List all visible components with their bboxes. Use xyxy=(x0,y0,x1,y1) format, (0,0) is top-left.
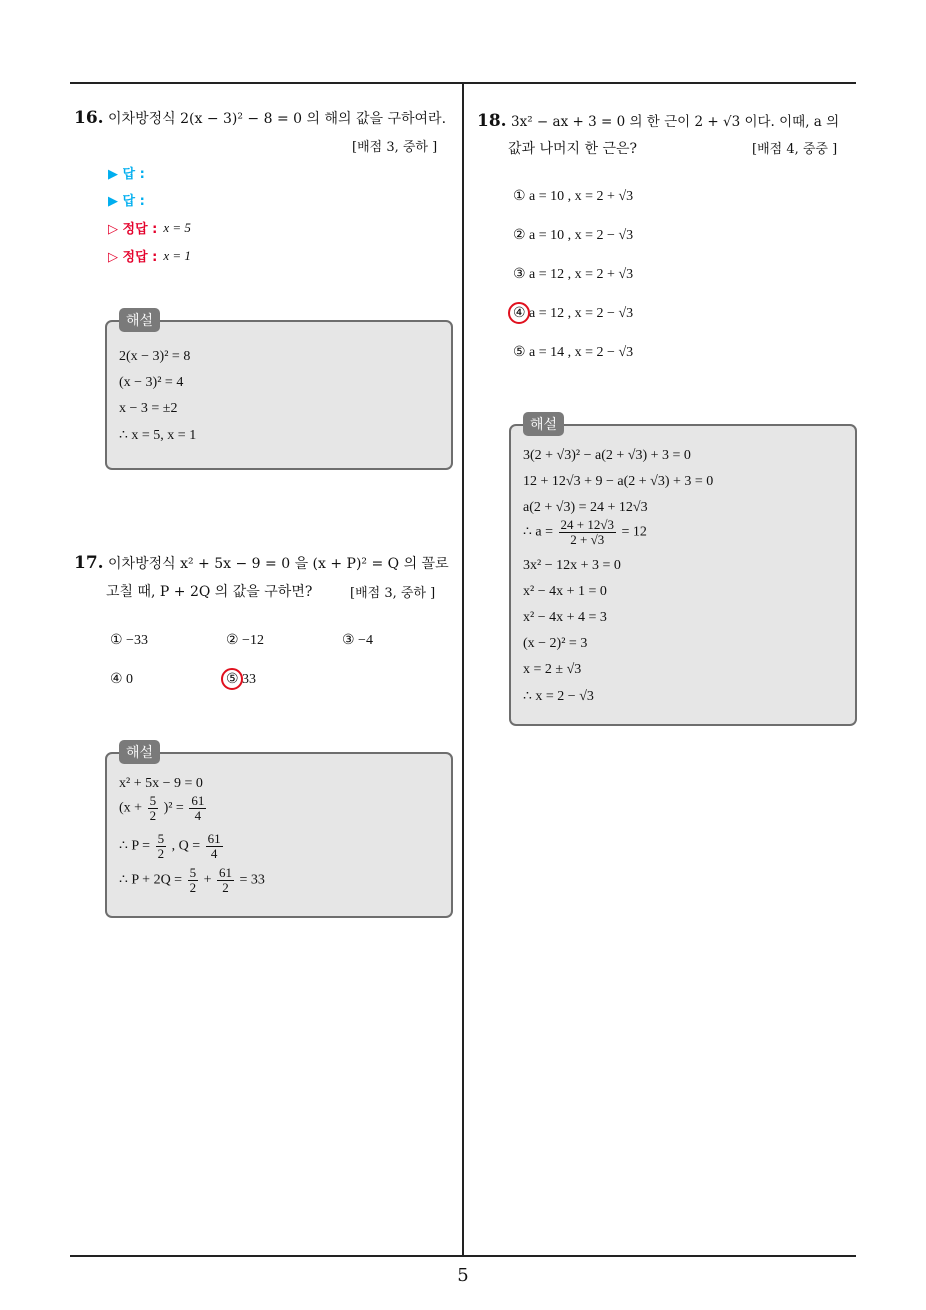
selected-answer-circle xyxy=(221,668,243,690)
choice-3[interactable]: ③ a = 12 , x = 2 + √3 xyxy=(513,267,634,282)
fraction: $\frac{61}{4}$ xyxy=(207,831,221,861)
fraction: $\frac{5}{2}$ xyxy=(157,831,165,861)
solution-line: ∴ P + 2Q = $\frac{5}{2}$ + $\frac{61}{2}$ = 33 xyxy=(119,865,265,895)
question-17 xyxy=(74,553,459,573)
fraction: $\frac{24 + 12√3}{2 + √3}$ xyxy=(560,517,614,547)
correct-answer-2: ▷ 정답 : x = 1 xyxy=(108,247,191,265)
page-number: 5 xyxy=(457,1265,469,1286)
solution-line: x² − 4x + 4 = 3 xyxy=(523,610,607,625)
choice-3[interactable]: ③ −4 xyxy=(342,633,373,648)
solution-line: 3x² − 12x + 3 = 0 xyxy=(523,558,621,573)
question-number: 16. xyxy=(74,108,104,128)
solution-box-18 xyxy=(509,424,857,726)
answer-blank-2[interactable]: ▶ 답 : xyxy=(108,194,145,209)
score-label: [배점 4, 중중 ] xyxy=(752,142,838,157)
solution-line: a(2 + √3) = 24 + 12√3 xyxy=(523,500,648,515)
fraction: $\frac{5}{2}$ xyxy=(189,865,197,895)
question-number: 17. xyxy=(74,553,104,573)
score-label: [배점 3, 중하 ] xyxy=(350,586,436,601)
solution-line: ∴ a = $\frac{24 + 12√3}{2 + √3}$ = 12 xyxy=(523,517,647,547)
question-number: 18. xyxy=(477,111,507,131)
question-text-line2: 값과 나머지 한 근은? xyxy=(508,141,638,157)
fraction: $\frac{61}{4}$ xyxy=(191,793,205,823)
choice-5[interactable]: ⑤ a = 14 , x = 2 − √3 xyxy=(513,345,634,360)
column-divider xyxy=(462,83,464,1256)
solution-box-16 xyxy=(105,320,453,470)
question-18 xyxy=(477,110,862,131)
solution-tag: 해설 xyxy=(523,412,564,436)
solution-line: 3(2 + √3)² − a(2 + √3) + 3 = 0 xyxy=(523,448,691,463)
question-text: 이차방정식 x² + 5x − 9 = 0 을 (x + P)² = Q 의 꼴로 xyxy=(108,556,449,572)
answer-blank-1[interactable]: ▶ 답 : xyxy=(108,167,145,182)
solution-line: ∴ x = 5, x = 1 xyxy=(119,428,197,443)
choice-4[interactable]: ④ a = 12 , x = 2 − √3 xyxy=(513,306,634,321)
solution-line: x = 2 ± √3 xyxy=(523,662,582,677)
score-label: [배점 3, 중하 ] xyxy=(352,140,438,155)
solution-tag: 해설 xyxy=(119,308,160,332)
solution-line: x − 3 = ±2 xyxy=(119,401,178,416)
question-text: 이차방정식 2(x − 3)² − 8 = 0 의 해의 값을 구하여라. xyxy=(108,111,447,127)
solution-line: (x − 2)² = 3 xyxy=(523,636,588,651)
bottom-rule xyxy=(70,1255,856,1257)
solution-line: ∴ P = $\frac{5}{2}$ , Q = $\frac{61}{4}$ xyxy=(119,831,221,861)
solution-line: (x + $\frac{5}{2}$ )² = $\frac{61}{4}$ xyxy=(119,793,205,823)
solution-line: 2(x − 3)² = 8 xyxy=(119,349,191,364)
solution-line: x² + 5x − 9 = 0 xyxy=(119,776,203,791)
solution-line: (x − 3)² = 4 xyxy=(119,375,184,390)
solution-tag: 해설 xyxy=(119,740,160,764)
solution-line: ∴ x = 2 − √3 xyxy=(523,689,594,704)
question-text: 3x² − ax + 3 = 0 의 한 근이 2 + √3 이다. 이때, a 의 xyxy=(511,114,840,130)
correct-answer-1: ▷ 정답 : x = 5 xyxy=(108,219,191,237)
choice-1[interactable]: ① −33 xyxy=(110,633,148,648)
solution-box-17 xyxy=(105,752,453,918)
choice-2[interactable]: ② a = 10 , x = 2 − √3 xyxy=(513,228,634,243)
fraction: $\frac{5}{2}$ xyxy=(149,793,157,823)
fraction: $\frac{61}{2}$ xyxy=(218,865,232,895)
selected-answer-circle xyxy=(508,302,530,324)
solution-line: x² − 4x + 1 = 0 xyxy=(523,584,607,599)
choice-5[interactable]: ⑤ 33 xyxy=(226,672,257,687)
question-text-line2: 고칠 때, P + 2Q 의 값을 구하면? xyxy=(106,584,313,600)
solution-line: 12 + 12√3 + 9 − a(2 + √3) + 3 = 0 xyxy=(523,474,714,489)
choice-4[interactable]: ④ 0 xyxy=(110,672,134,687)
choice-1[interactable]: ① a = 10 , x = 2 + √3 xyxy=(513,189,634,204)
question-16 xyxy=(74,108,459,128)
choice-2[interactable]: ② −12 xyxy=(226,633,264,648)
